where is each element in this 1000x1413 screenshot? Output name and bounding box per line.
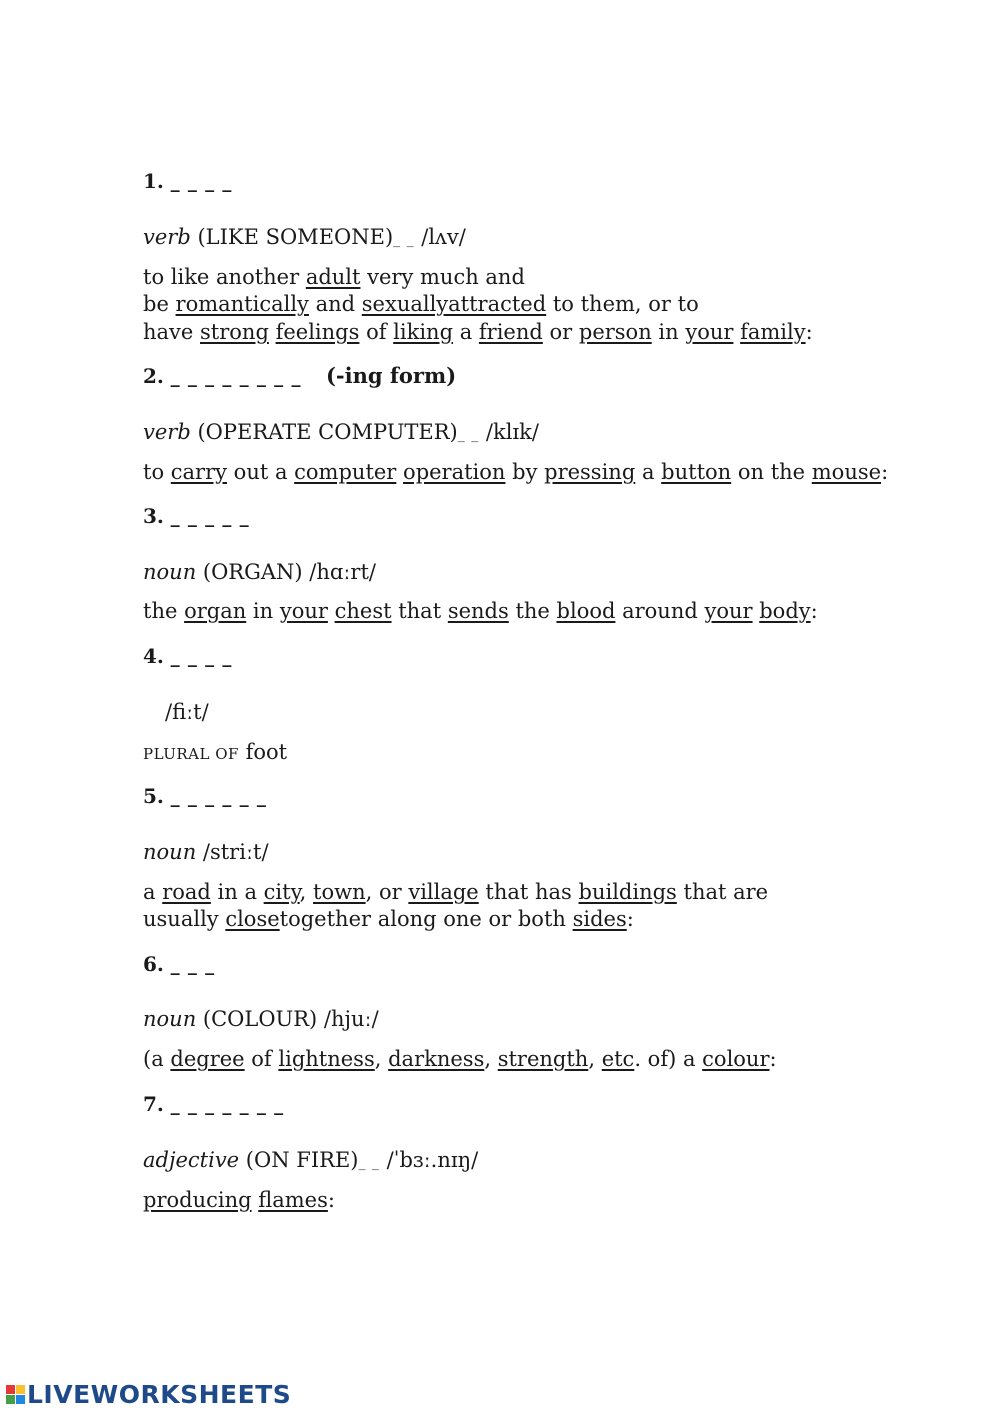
definition-link[interactable]: feelings [275,320,360,344]
entry-4-pronunciation: /fiːt/ [165,700,209,724]
definition-link[interactable]: liking [393,320,454,344]
entry-3-definition-line-1: the organ in your chest that sends the blood around your body: [143,599,818,623]
definition-link[interactable]: chest [334,599,392,623]
definition-link[interactable]: flames [258,1188,328,1212]
definition-link[interactable]: colour [702,1047,770,1071]
definition-link[interactable]: buildings [578,880,677,904]
entry-number: 7. [143,1092,164,1116]
entry-number: 5. [143,784,164,808]
pronunciation: /klɪk/ [479,420,539,444]
dashes: _ _ [358,1155,380,1171]
liveworksheets-logo[interactable] [6,1380,291,1409]
definition-link[interactable]: carry [170,460,227,484]
entry-6-definition-line-1: (a degree of lightness, darkness, strength, etc. of) a colour: [143,1047,777,1071]
answer-blanks: _ _ _ _ _ [170,507,250,528]
entry-7-pos-line [143,1147,478,1176]
logo-square-yellow [16,1385,25,1394]
definition-link[interactable]: strong [200,320,269,344]
entry-2-note: (-ing form) [326,363,457,388]
entry-1-definition-line-1: to like another adult very much and [143,265,525,289]
part-of-speech: noun [143,560,197,584]
definition-link[interactable]: your [279,599,328,623]
definition-link[interactable]: button [661,460,732,484]
entry-3-header [143,503,250,531]
answer-blanks: _ _ _ _ _ _ _ [170,1095,285,1116]
entry-5-header [143,783,267,811]
entry-4-header [143,643,232,671]
definition-link[interactable]: person [578,320,652,344]
plural-label: PLURAL OF [143,745,239,763]
entry-1-header [143,168,232,196]
part-of-speech: verb [143,225,191,249]
entry-5-definition-line-2: usually closetogether along one or both sides: [143,907,634,931]
definition-link[interactable]: city [263,880,300,904]
entry-2-definition-line-1: to carry out a computer operation by pressing a button on the mouse: [143,460,889,484]
sense-label: (ON FIRE) [239,1148,359,1172]
answer-blanks: _ _ _ _ [170,647,233,668]
definition-link[interactable]: road [162,880,211,904]
logo-square-blue [16,1395,25,1404]
sense-and-pronunciation: (ORGAN) /hɑːrt/ [196,560,376,584]
entry-6-header [143,951,215,979]
definition-link[interactable]: blood [556,599,616,623]
entry-1-definition-line-2: be romantically and sexuallyattracted to them, or to [143,292,699,316]
entry-number: 1. [143,169,164,193]
definition-link[interactable]: sides [572,907,627,931]
definition-link[interactable]: close [225,907,280,931]
definition-link[interactable]: your [685,320,734,344]
entry-number: 3. [143,504,164,528]
definition-link[interactable]: strength [497,1047,589,1071]
answer-blanks: _ _ _ _ [170,172,233,193]
logo-square-green [6,1395,15,1404]
definition-link[interactable]: operation [403,460,506,484]
part-of-speech: adjective [143,1148,240,1172]
brand-name: LIVEWORKSHEETS [27,1380,292,1409]
entry-2-header [143,363,301,391]
answer-blanks: _ _ _ [170,955,216,976]
part-of-speech: verb [143,420,191,444]
definition-link[interactable]: pressing [544,460,636,484]
entry-1-definition-line-3: have strong feelings of liking a friend or person in your family: [143,320,813,344]
entry-2-pos-line [143,419,539,448]
definition-link[interactable]: sexuallyattracted [361,292,547,316]
definition-link[interactable]: romantically [175,292,309,316]
entry-6-pos-line [143,1006,379,1032]
pronunciation: /lʌv/ [414,225,466,249]
definition-link[interactable]: etc [601,1047,635,1071]
definition-link[interactable]: adult [305,265,361,289]
definition-link[interactable]: town [313,880,366,904]
logo-squares-icon [6,1385,25,1404]
answer-blanks: _ _ _ _ _ _ _ _ [170,367,302,388]
entry-number: 6. [143,952,164,976]
definition-link[interactable]: friend [478,320,543,344]
entry-5-definition-line-1: a road in a city, town, or village that has buildings that are [143,880,769,904]
definition-link[interactable]: mouse [811,460,882,484]
entry-7-header [143,1091,284,1119]
definition-link[interactable]: family [740,320,806,344]
entry-5-pos-line [143,839,269,865]
pronunciation: /striːt/ [196,840,269,864]
plural-word: foot [238,740,288,764]
entry-7-definition-line-1: producing flames: [143,1188,335,1212]
definition-link[interactable]: body [759,599,811,623]
definition-link[interactable]: producing [143,1188,252,1212]
part-of-speech: noun [143,840,197,864]
entry-number: 4. [143,644,164,668]
logo-square-red [6,1385,15,1394]
definition-link[interactable]: your [704,599,753,623]
definition-link[interactable]: lightness [278,1047,375,1071]
entry-number: 2. [143,364,164,388]
sense-and-pronunciation: (COLOUR) /hjuː/ [196,1007,379,1031]
entry-1-pos-line [143,224,466,253]
entry-4-plural-line [143,739,287,767]
definition-link[interactable]: degree [170,1047,245,1071]
definition-link[interactable]: village [408,880,479,904]
answer-blanks: _ _ _ _ _ _ [170,787,267,808]
definition-link[interactable]: computer [294,460,397,484]
definition-link[interactable]: organ [184,599,247,623]
dashes: _ _ [393,232,415,248]
dashes: _ _ [457,427,480,443]
sense-label: (OPERATE COMPUTER) [190,420,458,444]
pronunciation: /ˈbɜː.nɪŋ/ [379,1148,479,1172]
part-of-speech: noun [143,1007,197,1031]
definition-link[interactable]: sends [447,599,509,623]
definition-link[interactable]: darkness [388,1047,485,1071]
sense-label: (LIKE SOMEONE) [190,225,394,249]
entry-3-pos-line [143,559,376,585]
